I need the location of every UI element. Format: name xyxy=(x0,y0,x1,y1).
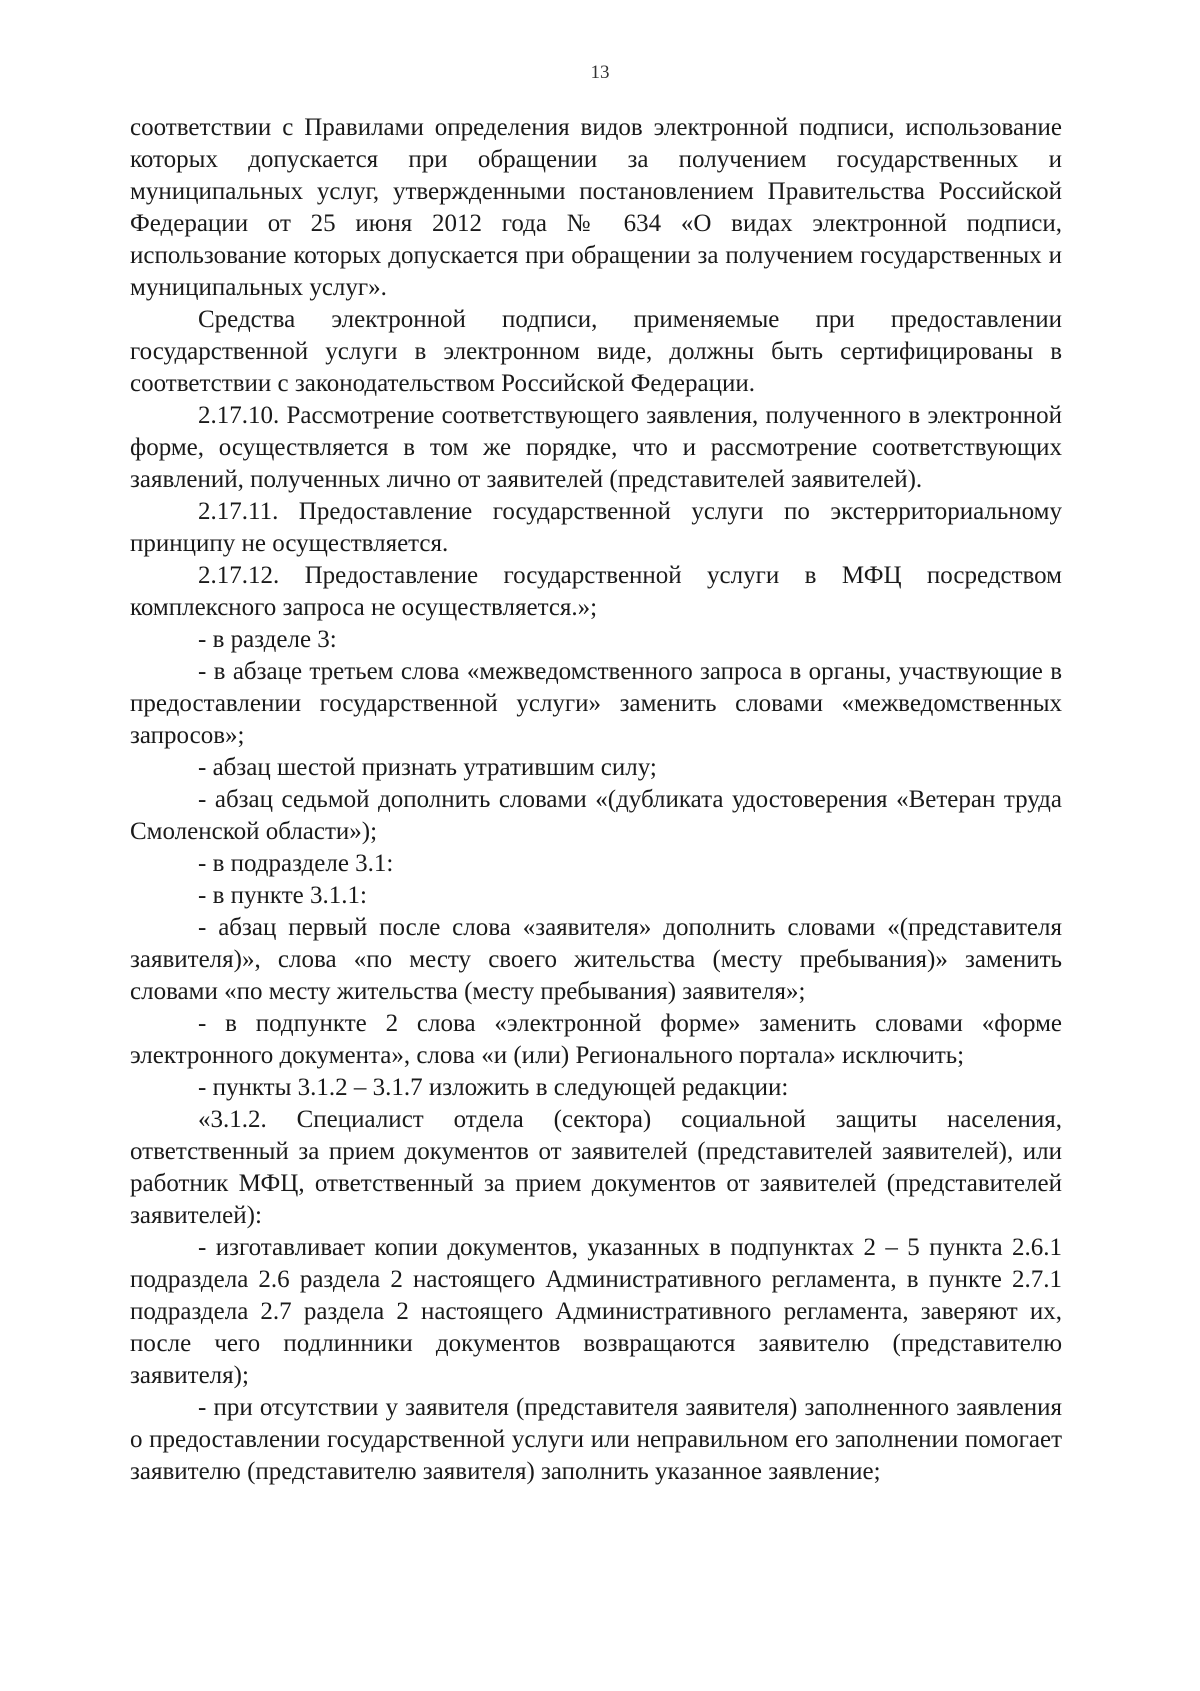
paragraph: - при отсутствии у заявителя (представителя заявителя) заполненного заявления о предоставлении государственной услуги или неправильном его заполнении помогает заявителю (представителю заявителя) заполнить указанное заявление; xyxy=(130,1394,1062,1485)
paragraph: - в подразделе 3.1: xyxy=(198,850,394,877)
paragraph: 2.17.12. Предоставление государственной услуги в МФЦ посредством комплексного запроса не осуществляется.»; xyxy=(130,562,1062,621)
document-body xyxy=(130,112,1062,1488)
paragraph: Средства электронной подписи, применяемые при предоставлении государственной услуги в электронном виде, должны быть сертифицированы в соответствии с законодательством Российской Федерации. xyxy=(130,306,1062,397)
paragraph: «3.1.2. Специалист отдела (сектора) социальной защиты населения, ответственный за прием документов от заявителей (представителей заявителей), или работник МФЦ, ответственный за прием документов от заявителей (представителей заявителей): xyxy=(130,1106,1062,1229)
paragraph: 2.17.10. Рассмотрение соответствующего заявления, полученного в электронной форме, осуществляется в том же порядке, что и рассмотрение соответствующих заявлений, полученных лично от заявителей (представителей заявителей). xyxy=(130,402,1062,493)
paragraph: - в подпункте 2 слова «электронной форме» заменить словами «форме электронного документа», слова «и (или) Регионального портала» исключить; xyxy=(130,1010,1062,1069)
paragraph: - в абзаце третьем слова «межведомственного запроса в органы, участвующие в предоставлении государственной услуги» заменить словами «межведомственных запросов»; xyxy=(130,658,1062,749)
paragraph: - в разделе 3: xyxy=(198,626,337,653)
page-number: 13 xyxy=(590,62,610,83)
paragraph: - изготавливает копии документов, указанных в подпунктах 2 – 5 пункта 2.6.1 подраздела 2.6 раздела 2 настоящего Административного регламента, в пункте 2.7.1 подраздела 2.7 раздела 2 настоящего Административного регламента, заверяют их, после чего подлинники документов возвращаются заявителю (представителю заявителя); xyxy=(130,1234,1062,1389)
paragraph: - в пункте 3.1.1: xyxy=(198,882,367,909)
paragraph: - абзац шестой признать утратившим силу; xyxy=(198,754,657,781)
paragraph: - абзац седьмой дополнить словами «(дубликата удостоверения «Ветеран труда Смоленской области»); xyxy=(130,786,1062,845)
paragraph: - абзац первый после слова «заявителя» дополнить словами «(представителя заявителя)», слова «по месту своего жительства (месту пребывания)» заменить словами «по месту жительства (месту пребывания) заявителя»; xyxy=(130,914,1062,1005)
paragraph: соответствии с Правилами определения видов электронной подписи, использование которых допускается при обращении за получением государственных и муниципальных услуг, утвержденными постановлением Правительства Российской Федерации от 25 июня 2012 года № 634 «О видах электронной подписи, использование которых допускается при обращении за получением государственных и муниципальных услуг». xyxy=(130,114,1062,301)
paragraph: 2.17.11. Предоставление государственной услуги по экстерриториальному принципу не осуществляется. xyxy=(130,498,1062,557)
paragraph: - пункты 3.1.2 – 3.1.7 изложить в следующей редакции: xyxy=(198,1074,789,1101)
